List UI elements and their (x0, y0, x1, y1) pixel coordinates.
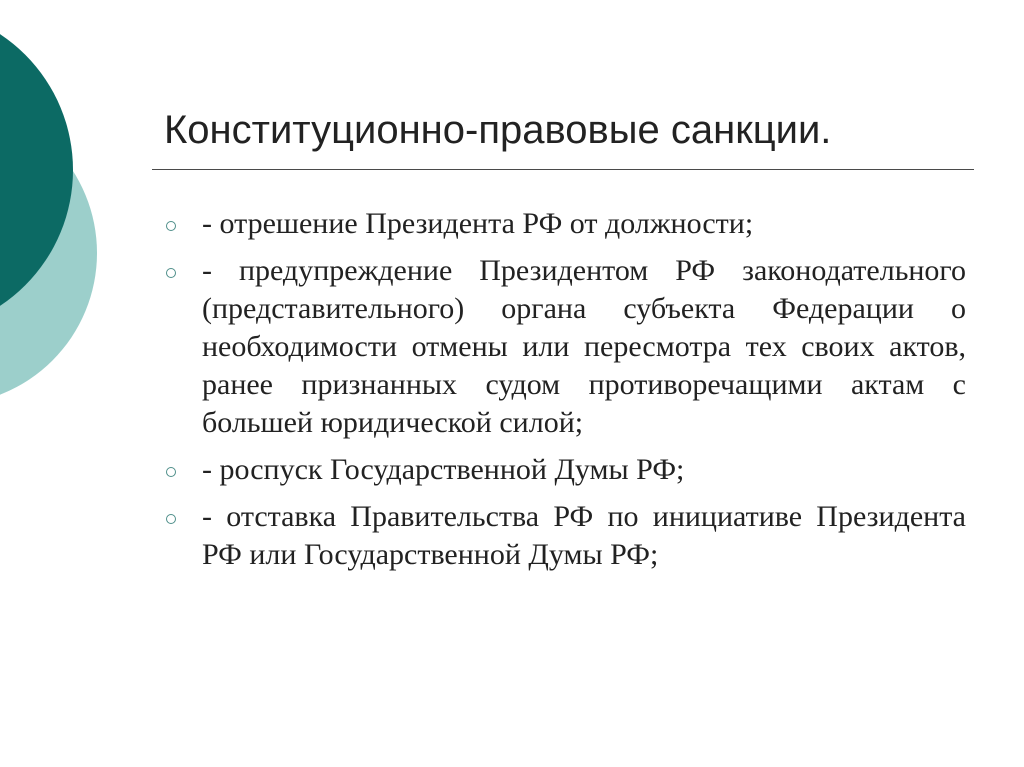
bullet-item (160, 498, 966, 574)
title-divider (152, 169, 974, 170)
slide-title: Конституционно-правовые санкции. (164, 108, 832, 152)
bullet-list (160, 205, 966, 583)
bullet-item (160, 252, 966, 442)
bullet-circle-icon (160, 205, 202, 243)
decorative-circles (0, 0, 120, 420)
bullet-text: - предупреждение Президентом РФ законодательного (представительного) органа субъекта Федерации о необходимости отмены или пересмотра тех своих актов, ранее признанных судом противоречащими актам с большей юридической силой; (202, 254, 966, 439)
bullet-text: - роспуск Государственной Думы РФ; (202, 453, 685, 486)
bullet-circle-icon (160, 252, 202, 290)
bullet-circle-icon (160, 451, 202, 489)
bullet-text: - отставка Правительства РФ по инициативе Президента РФ или Государственной Думы РФ; (202, 500, 966, 571)
bullet-circle-icon (160, 498, 202, 536)
bullet-item (160, 205, 966, 243)
bullet-item (160, 451, 966, 489)
bullet-text: - отрешение Президента РФ от должности; (202, 207, 754, 240)
